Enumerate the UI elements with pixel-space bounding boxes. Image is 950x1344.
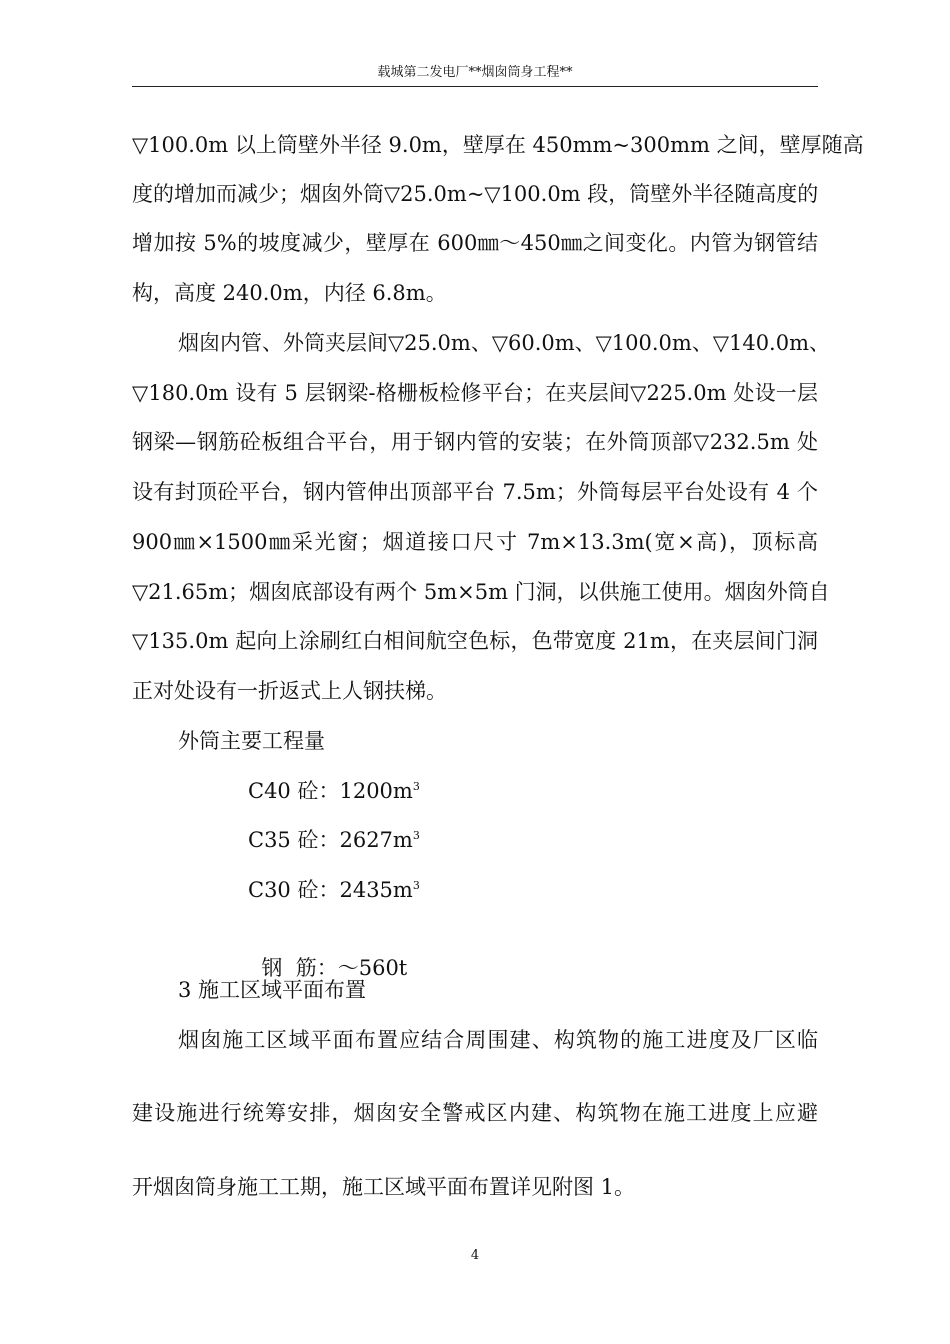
paragraph-1-line: 构，高度 240.0m，内径 6.8m。 <box>132 281 447 305</box>
quantity-item <box>248 826 420 854</box>
header-divider <box>132 86 818 87</box>
paragraph-2-line: 烟囱内管、外筒夹层间▽25.0m、▽60.0m、▽100.0m、▽140.0m、 <box>178 331 831 355</box>
quantity-label: C35 砼： <box>248 828 340 852</box>
quantity-unit-exponent: 3 <box>412 829 420 842</box>
quantity-item <box>248 926 407 982</box>
quantity-value: 2627m <box>339 828 413 852</box>
paragraph-1-line: 度的增加而减少；烟囱外筒▽25.0m~▽100.0m 段，筒壁外半径随高度的 <box>132 182 819 206</box>
paragraph-2-line: ▽135.0m 起向上涂刷红白相间航空色标，色带宽度 21m，在夹层间门洞 <box>132 629 818 653</box>
paragraph-1-line: ▽100.0m 以上筒壁外半径 9.0m，壁厚在 450mm~300mm 之间，壁厚随高 <box>132 133 864 157</box>
section-heading: 3 施工区域平面布置 <box>178 978 367 1002</box>
section-3-line: 开烟囱筒身施工工期，施工区域平面布置详见附图 1。 <box>132 1175 636 1199</box>
section-3-line: 建设施进行统筹安排，烟囱安全警戒区内建、构筑物在施工进度上应避 <box>132 1101 818 1125</box>
section-3-line: 烟囱施工区域平面布置应结合周围建、构筑物的施工进度及厂区临 <box>178 1028 818 1052</box>
quantity-label: C30 砼： <box>248 878 340 902</box>
paragraph-1-line: 增加按 5%的坡度减少，壁厚在 600㎜～450㎜之间变化。内管为钢管结 <box>132 231 818 255</box>
page-number: 4 <box>470 1248 480 1263</box>
running-header: 载城第二发电厂**烟囱筒身工程** <box>377 65 573 80</box>
quantity-value: 2435m <box>339 878 413 902</box>
quantity-value: ～560t <box>337 956 408 980</box>
paragraph-2-line: ▽21.65m；烟囱底部设有两个 5m×5m 门洞，以供施工使用。烟囱外筒自 <box>132 580 830 604</box>
quantity-label: 钢 筋： <box>261 956 338 980</box>
quantities-heading: 外筒主要工程量 <box>178 729 325 753</box>
paragraph-2-line: 设有封顶砼平台，钢内管伸出顶部平台 7.5m；外筒每层平台处设有 4 个 <box>132 480 818 504</box>
paragraph-2-line: 正对处设有一折返式上人钢扶梯。 <box>132 679 447 703</box>
quantity-value: 1200m <box>339 779 413 803</box>
quantity-item <box>248 876 420 904</box>
quantity-label: C40 砼： <box>248 779 340 803</box>
paragraph-2-line: 钢梁—钢筋砼板组合平台，用于钢内管的安装；在外筒顶部▽232.5m 处 <box>132 430 818 454</box>
quantity-item <box>248 777 420 805</box>
paragraph-2-line: ▽180.0m 设有 5 层钢梁-格栅板检修平台；在夹层间▽225.0m 处设一层 <box>132 381 818 405</box>
quantity-unit-exponent: 3 <box>412 879 420 892</box>
paragraph-2-line: 900㎜×1500㎜采光窗；烟道接口尺寸 7m×13.3m(宽×高)，顶标高 <box>132 530 818 554</box>
quantity-unit-exponent: 3 <box>412 780 420 793</box>
